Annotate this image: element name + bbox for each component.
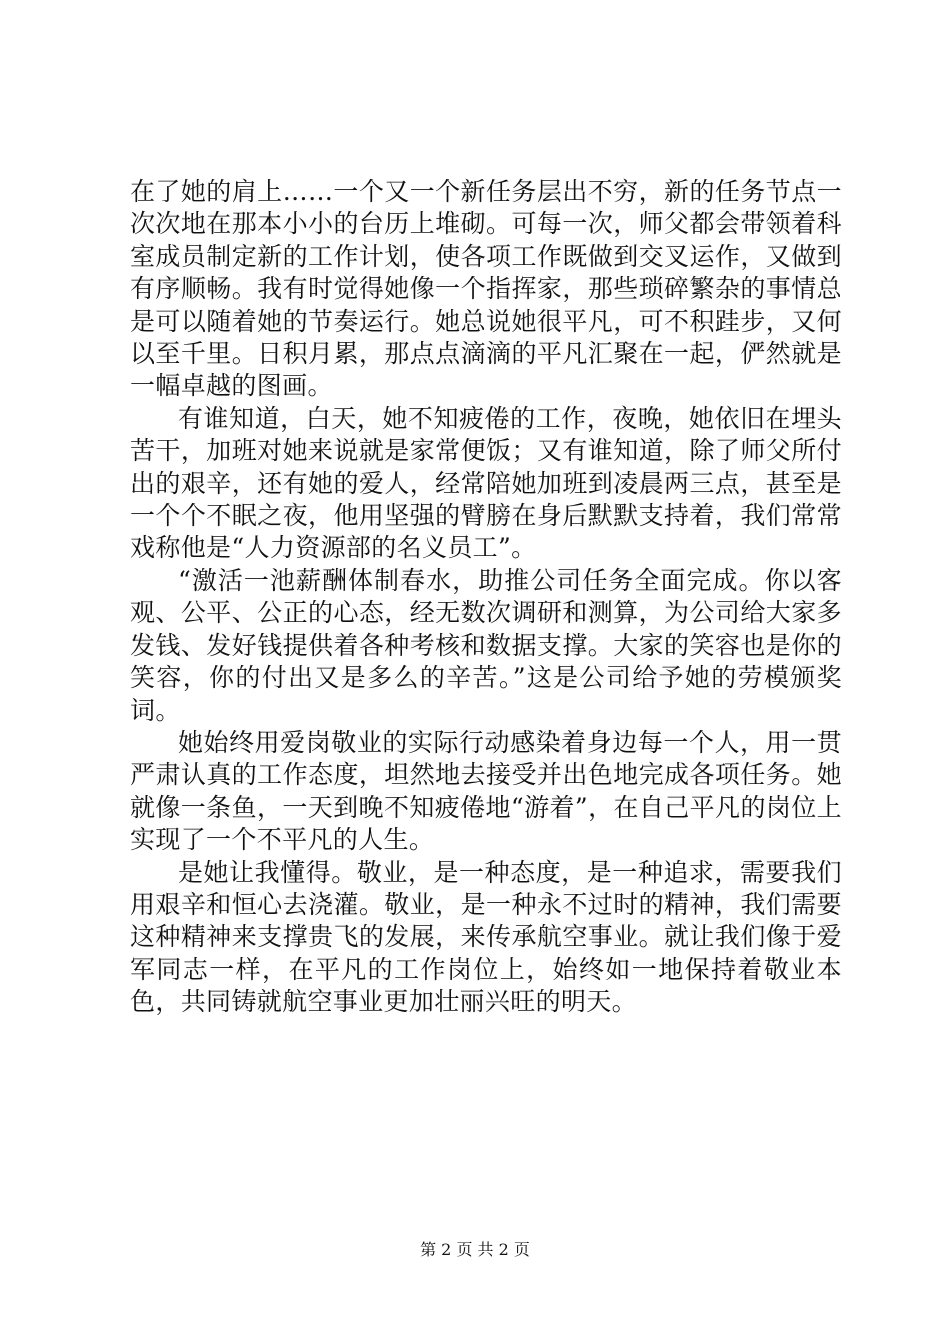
paragraph: 她始终用爱岗敬业的实际行动感染着身边每一个人，用一贯严肃认真的工作态度，坦然地去接受并出色地完成各项任务。她就像一条鱼，一天到晚不知疲倦地“游着”，在自己平凡的岗位上实现了一个不平凡的人生。 (130, 727, 842, 855)
paragraph: 有谁知道，白天，她不知疲倦的工作，夜晚，她依旧在埋头苦干，加班对她来说就是家常便饭；又有谁知道，除了师父所付出的艰辛，还有她的爱人，经常陪她加班到凌晨两三点，甚至是一个个不眠之夜，他用坚强的臂膀在身后默默支持着，我们常常戏称他是“人力资源部的名义员工”。 (130, 403, 842, 563)
paragraph-conclusion: 是她让我懂得。敬业，是一种态度，是一种追求，需要我们用艰辛和恒心去浇灌。敬业，是一种永不过时的精神，我们需要这种精神来支撑贵飞的发展，来传承航空事业。就让我们像于爱军同志一样，在平凡的工作岗位上，始终如一地保持着敬业本色，共同铸就航空事业更加壮丽兴旺的明天。 (130, 857, 842, 1017)
document-body (130, 176, 842, 1019)
page-number-footer: 第 2 页 共 2 页 (420, 1240, 530, 1259)
paragraph-continuation: 在了她的肩上……一个又一个新任务层出不穷，新的任务节点一次次地在那本小小的台历上堆砌。可每一次，师父都会带领着科室成员制定新的工作计划，使各项工作既做到交叉运作，又做到有序顺畅。我有时觉得她像一个指挥家，那些琐碎繁杂的事情总是可以随着她的节奏运行。她总说她很平凡，可不积跬步，又何以至千里。日积月累，那点点滴滴的平凡汇聚在一起，俨然就是一幅卓越的图画。 (130, 177, 842, 401)
paragraph-award-quote: “激活一池薪酬体制春水，助推公司任务全面完成。你以客观、公平、公正的心态，经无数次调研和测算，为公司给大家多发钱、发好钱提供着各种考核和数据支撑。大家的笑容也是你的笑容，你的付出又是多么的辛苦。”这是公司给予她的劳模颁奖词。 (130, 565, 842, 725)
